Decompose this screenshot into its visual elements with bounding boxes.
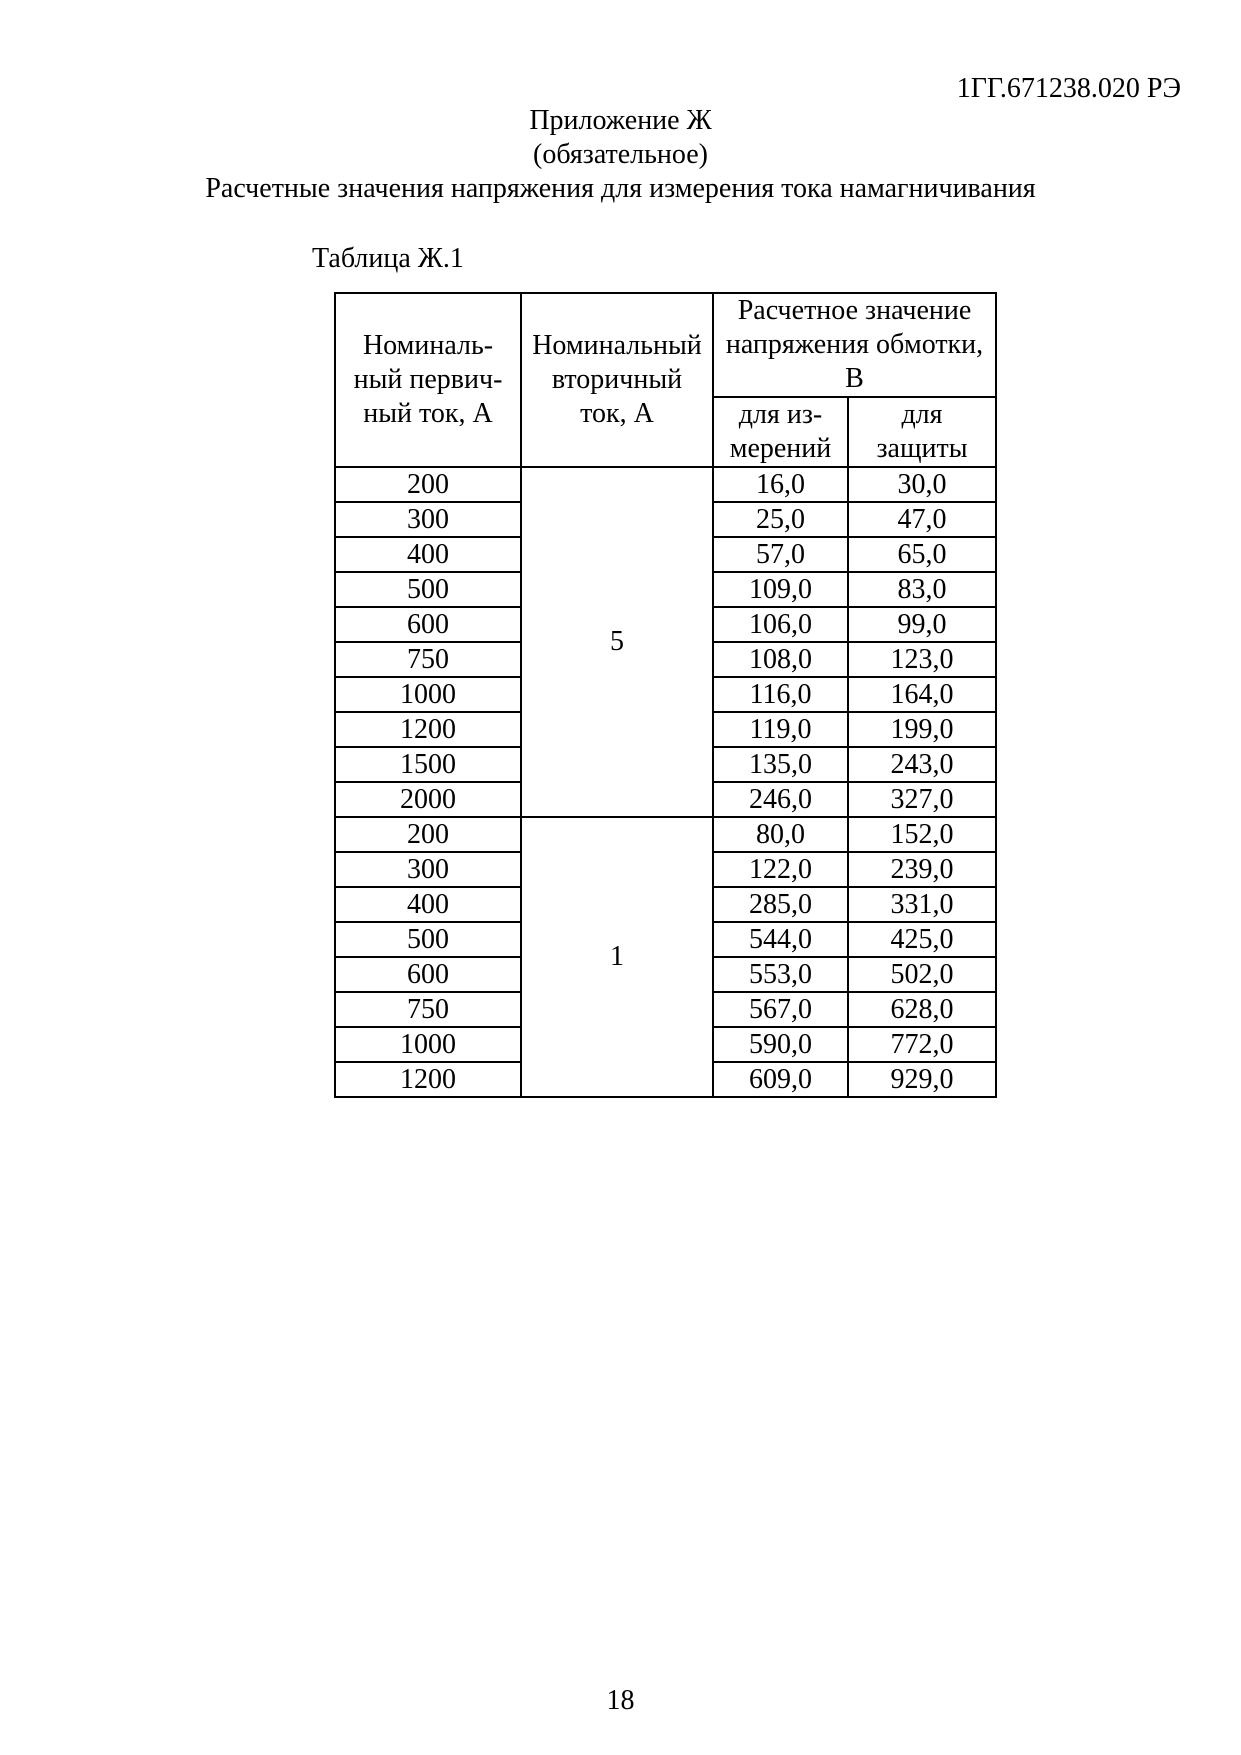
cell-primary-current: 600 xyxy=(335,957,521,992)
header-secondary-current-line: ток, А xyxy=(580,398,654,429)
cell-primary-current: 1500 xyxy=(335,747,521,782)
cell-protection-voltage: 628,0 xyxy=(848,992,996,1027)
table-row xyxy=(335,467,996,502)
appendix-status: (обязательное) xyxy=(533,139,708,170)
cell-measurement-voltage: 119,0 xyxy=(713,712,848,747)
cell-primary-current: 200 xyxy=(335,467,521,502)
cell-primary-current: 500 xyxy=(335,922,521,957)
page-number: 18 xyxy=(606,1685,635,1716)
cell-primary-current: 1200 xyxy=(335,712,521,747)
cell-measurement-voltage: 590,0 xyxy=(713,1027,848,1062)
cell-protection-voltage: 425,0 xyxy=(848,922,996,957)
cell-measurement-voltage: 122,0 xyxy=(713,852,848,887)
table-body xyxy=(335,467,996,1097)
cell-protection-voltage: 152,0 xyxy=(848,817,996,852)
cell-secondary-current: 5 xyxy=(521,467,713,817)
cell-protection-voltage: 331,0 xyxy=(848,887,996,922)
cell-measurement-voltage: 246,0 xyxy=(713,782,848,817)
cell-measurement-voltage: 80,0 xyxy=(713,817,848,852)
cell-protection-voltage: 83,0 xyxy=(848,572,996,607)
header-protection-line: для xyxy=(901,399,943,430)
cell-measurement-voltage: 135,0 xyxy=(713,747,848,782)
cell-protection-voltage: 123,0 xyxy=(848,642,996,677)
cell-primary-current: 1200 xyxy=(335,1062,521,1097)
cell-primary-current: 500 xyxy=(335,572,521,607)
table-header xyxy=(335,293,996,467)
cell-measurement-voltage: 57,0 xyxy=(713,537,848,572)
header-secondary-current-line: Номинальный xyxy=(532,330,702,361)
cell-measurement-voltage: 109,0 xyxy=(713,572,848,607)
header-primary-current-line: ный ток, А xyxy=(363,398,493,429)
cell-measurement-voltage: 285,0 xyxy=(713,887,848,922)
appendix-subject: Расчетные значения напряжения для измерения тока намагничивания xyxy=(205,173,1036,204)
header-winding-voltage-line: Расчетное значение xyxy=(737,295,972,326)
cell-primary-current: 750 xyxy=(335,992,521,1027)
cell-measurement-voltage: 553,0 xyxy=(713,957,848,992)
cell-measurement-voltage: 16,0 xyxy=(713,467,848,502)
header-measurement xyxy=(713,397,848,467)
header-winding-voltage xyxy=(713,293,996,397)
cell-primary-current: 1000 xyxy=(335,677,521,712)
cell-primary-current: 300 xyxy=(335,502,521,537)
cell-measurement-voltage: 25,0 xyxy=(713,502,848,537)
header-protection xyxy=(848,397,996,467)
appendix-title: Приложение Ж xyxy=(529,105,712,136)
header-measurement-line: мерений xyxy=(729,433,832,464)
cell-protection-voltage: 772,0 xyxy=(848,1027,996,1062)
header-secondary-current xyxy=(521,293,713,467)
header-measurement-line: для из- xyxy=(738,399,823,430)
cell-measurement-voltage: 116,0 xyxy=(713,677,848,712)
cell-protection-voltage: 502,0 xyxy=(848,957,996,992)
cell-protection-voltage: 99,0 xyxy=(848,607,996,642)
header-primary-current-line: Номиналь- xyxy=(362,330,494,361)
header-winding-voltage-line: напряжения обмотки, xyxy=(725,329,984,360)
appendix-heading xyxy=(0,104,1241,206)
header-protection-line: защиты xyxy=(876,433,968,464)
cell-primary-current: 400 xyxy=(335,887,521,922)
header-primary-current-line: ный первич- xyxy=(353,364,503,395)
table-caption: Таблица Ж.1 xyxy=(312,243,464,274)
cell-protection-voltage: 65,0 xyxy=(848,537,996,572)
document-code: 1ГГ.671238.020 РЭ xyxy=(956,73,1181,104)
cell-protection-voltage: 199,0 xyxy=(848,712,996,747)
cell-measurement-voltage: 544,0 xyxy=(713,922,848,957)
cell-protection-voltage: 30,0 xyxy=(848,467,996,502)
cell-primary-current: 400 xyxy=(335,537,521,572)
header-secondary-current-line: вторичный xyxy=(551,364,683,395)
cell-measurement-voltage: 567,0 xyxy=(713,992,848,1027)
cell-primary-current: 1000 xyxy=(335,1027,521,1062)
header-winding-voltage-line: В xyxy=(845,363,864,394)
cell-measurement-voltage: 108,0 xyxy=(713,642,848,677)
cell-protection-voltage: 929,0 xyxy=(848,1062,996,1097)
cell-primary-current: 200 xyxy=(335,817,521,852)
cell-measurement-voltage: 609,0 xyxy=(713,1062,848,1097)
cell-measurement-voltage: 106,0 xyxy=(713,607,848,642)
cell-primary-current: 300 xyxy=(335,852,521,887)
cell-protection-voltage: 327,0 xyxy=(848,782,996,817)
cell-primary-current: 750 xyxy=(335,642,521,677)
voltage-table xyxy=(334,292,997,1098)
cell-primary-current: 600 xyxy=(335,607,521,642)
cell-protection-voltage: 243,0 xyxy=(848,747,996,782)
cell-primary-current: 2000 xyxy=(335,782,521,817)
cell-protection-voltage: 239,0 xyxy=(848,852,996,887)
cell-protection-voltage: 47,0 xyxy=(848,502,996,537)
header-primary-current xyxy=(335,293,521,467)
table-row xyxy=(335,817,996,852)
cell-secondary-current: 1 xyxy=(521,817,713,1097)
cell-protection-voltage: 164,0 xyxy=(848,677,996,712)
